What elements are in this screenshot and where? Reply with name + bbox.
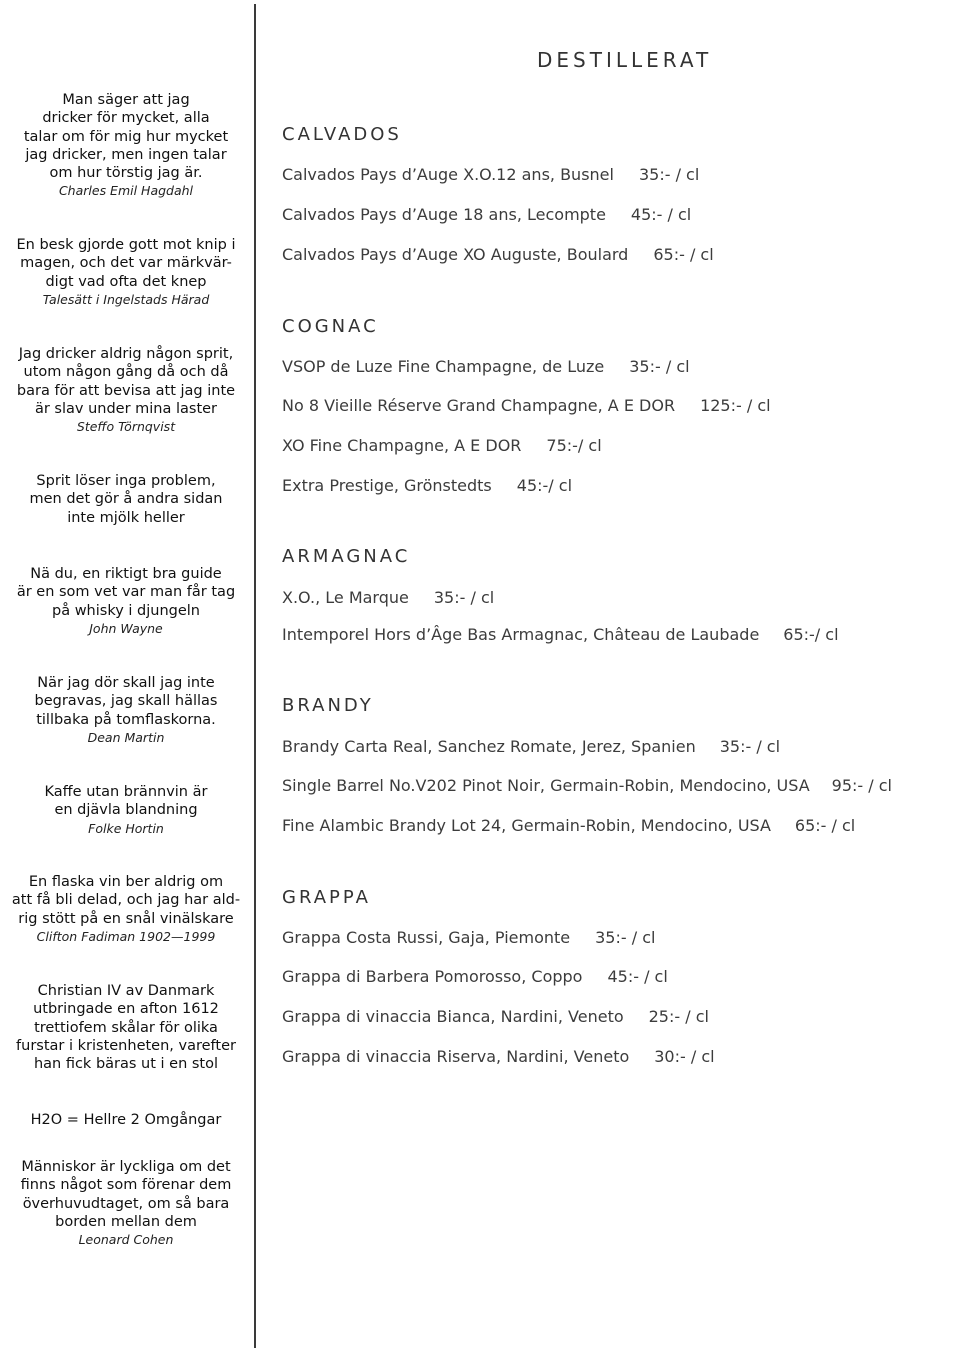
menu-item [282,245,714,264]
quote-2 [0,236,252,309]
item-price: 65:- / cl [794,816,856,835]
item-price: 75:-/ cl [546,436,602,455]
item-name: VSOP de Luze Fine Champagne, de Luze [282,357,605,376]
item-name: XO Fine Champagne, A E DOR [282,436,522,455]
quote-line: jag dricker, men ingen talar [25,146,227,163]
quote-line: Jag dricker aldrig någon sprit, [18,346,234,362]
item-name: Grappa di Barbera Pomorosso, Coppo [282,967,583,986]
menu-item [282,396,771,415]
item-price: 45:-/ cl [516,476,573,495]
quote-11 [0,1158,252,1249]
quote-line: om hur törstig jag är. [49,165,203,182]
item-name: Fine Alambic Brandy Lot 24, Germain-Robin, Mendocino, USA [282,816,771,835]
quote-line: dricker för mycket, alla [42,110,210,127]
item-price: 35:- / cl [595,928,656,947]
item-price: 35:- / cl [433,588,495,607]
quote-line: furstar i kristenheten, varefter [16,1037,236,1054]
menu-item [282,1047,715,1066]
quote-line: överhuvudtaget, om så bara [22,1195,230,1212]
quote-author: Dean Martin [87,729,165,745]
item-price: 65:-/ cl [783,625,839,644]
menu-item [282,928,655,947]
item-name: Grappa Costa Russi, Gaja, Piemonte [282,928,571,947]
quote-9 [0,982,252,1073]
page-title: DESTILLERAT [537,48,713,72]
item-name: Grappa di vinaccia Riserva, Nardini, Veneto [282,1047,630,1066]
menu-item [282,625,839,644]
quote-7 [0,783,252,838]
menu-item [282,165,699,184]
quote-line: rig stött på en snål vinälskare [18,910,234,927]
item-name: Single Barrel No.V202 Pinot Noir, Germain-Robin, Mendocino, USA [282,776,810,795]
quote-line: en djävla blandning [54,802,198,819]
item-name: Grappa di vinaccia Bianca, Nardini, Veneto [282,1007,624,1026]
quote-line: magen, och det var märkvär- [20,255,232,272]
quote-8 [0,873,252,946]
item-name: Brandy Carta Real, Sanchez Romate, Jerez, Spanien [282,737,696,756]
item-price: 45:- / cl [607,967,668,986]
item-price: 35:- / cl [629,357,690,376]
menu-item [282,967,668,986]
quote-line: Nä du, en riktigt bra guide [30,566,222,582]
menu-item [282,737,780,756]
quote-line: Christian IV av Danmark [37,983,215,999]
quote-line: Kaffe utan brännvin är [44,784,208,800]
item-name: Intemporel Hors d’Âge Bas Armagnac, Château de Laubade [282,625,760,644]
category-calvados: CALVADOS [282,124,402,145]
menu-item [282,357,690,376]
quote-line: utom någon gång då och då [23,364,229,381]
quote-author: Folke Hortin [88,820,164,836]
quote-line: H2O = Hellre 2 Omgångar [30,1112,222,1128]
item-price: 125:- / cl [700,396,771,415]
quote-10 [0,1111,252,1129]
category-grappa: GRAPPA [282,887,371,908]
quote-line: Människor är lyckliga om det [21,1159,231,1175]
item-name: Calvados Pays d’Auge XO Auguste, Boulard [282,245,629,264]
quote-line: trettiofem skålar för olika [34,1019,218,1036]
quote-author: John Wayne [89,620,163,636]
quote-line: När jag dör skall jag inte [37,675,215,691]
quote-line: Sprit löser inga problem, [36,473,216,489]
item-price: 65:- / cl [653,245,714,264]
quote-line: talar om för mig hur mycket [23,128,229,145]
quote-line: Man säger att jag [62,92,190,108]
quote-line: finns något som förenar dem [20,1177,232,1194]
quote-line: tillbaka på tomflaskorna. [36,711,216,728]
quote-line: borden mellan dem [55,1213,197,1230]
quote-author: Steffo Törnqvist [76,419,176,435]
quote-line: att få bli delad, och jag har ald- [11,892,241,909]
item-price: 25:- / cl [648,1007,709,1026]
quote-line: inte mjölk heller [67,509,185,526]
menu-item [282,816,855,835]
quote-line: men det gör å andra sidan [29,491,223,508]
quote-5 [0,565,252,638]
quote-6 [0,674,252,747]
menu-item [282,588,494,607]
category-armagnac: ARMAGNAC [282,546,411,567]
quote-author: Charles Emil Hagdahl [58,183,194,199]
quote-line: är slav under mina laster [34,400,218,417]
quote-line: utbringade en afton 1612 [33,1001,219,1018]
quote-line: bara för att bevisa att jag inte [16,382,236,399]
item-price: 35:- / cl [719,737,781,756]
quote-line: En flaska vin ber aldrig om [28,874,224,890]
menu-item [282,476,572,495]
item-name: X.O., Le Marque [282,588,409,607]
menu-item [282,205,691,224]
quote-line: digt vad ofta det knep [45,273,207,290]
quote-line: är en som vet var man får tag [16,584,236,601]
quote-author: Clifton Fadiman 1902—1999 [36,928,216,944]
quote-1 [0,91,252,200]
quote-4 [0,472,252,527]
menu-item [282,776,892,795]
category-brandy: BRANDY [282,695,374,716]
menu-item [282,1007,709,1026]
item-price: 30:- / cl [654,1047,715,1066]
quote-line: han fick bäras ut i en stol [33,1056,219,1073]
item-price: 35:- / cl [638,165,700,184]
quote-line: En besk gjorde gott mot knip i [16,237,236,253]
quote-author: Talesätt i Ingelstads Härad [42,291,210,307]
quote-author: Leonard Cohen [78,1232,174,1248]
item-name: Calvados Pays d’Auge 18 ans, Lecompte [282,205,606,224]
item-price: 95:- / cl [831,776,892,795]
category-cognac: COGNAC [282,316,379,337]
menu-item [282,436,602,455]
item-price: 45:- / cl [630,205,692,224]
item-name: Extra Prestige, Grönstedts [282,476,492,495]
item-name: No 8 Vieille Réserve Grand Champagne, A E DOR [282,396,676,415]
quote-line: begravas, jag skall hällas [34,693,218,710]
quote-3 [0,345,252,436]
item-name: Calvados Pays d’Auge X.O.12 ans, Busnel [282,165,614,184]
quote-line: på whisky i djungeln [52,602,200,619]
column-divider [254,4,256,1348]
